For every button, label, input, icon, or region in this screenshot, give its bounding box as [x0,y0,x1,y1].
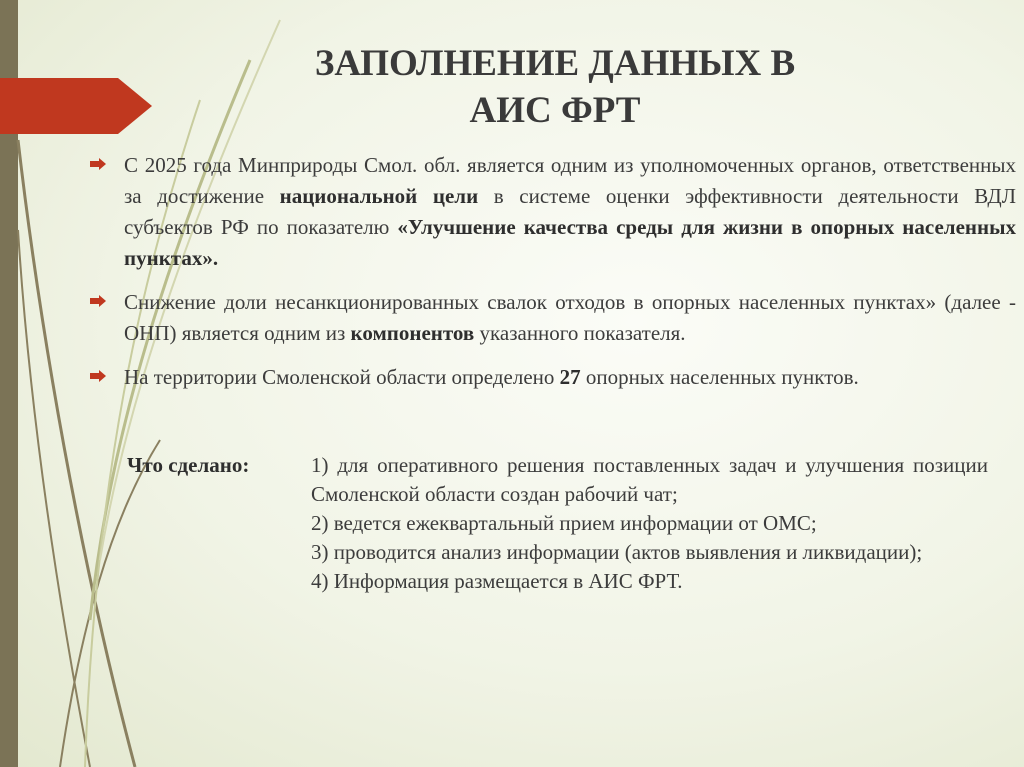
bullet-text [124,362,1016,393]
slide-title [230,40,880,134]
bold-run: «Улучшение качества среды для жизни в опорных населенных пунктах». [124,215,1017,270]
text-run: На территории Смоленской области определено [124,365,560,389]
bullet-item [90,362,1016,393]
text-run: Снижение доли несанкционированных свалок отходов в опорных населенных пунктах» (далее - ОНП) является одним из [124,290,1016,345]
bullet-item [90,287,1016,349]
bullet-text [124,287,1016,349]
bullet-item [90,150,1016,274]
bold-run: компонентов [350,321,475,345]
text-run: опорных населенных пунктов. [580,365,859,389]
done-item: 3) проводится анализ информации (актов выявления и ликвидации); [311,540,923,564]
title-line-1: ЗАПОЛНЕНИЕ ДАННЫХ В [314,43,796,84]
arrow-bullet-icon [90,370,106,382]
bullet-list [90,150,1016,406]
text-run: С 2025 года Минприроды Смол. обл. является одним из уполномоченных органов, ответственных за достижение [124,153,1016,208]
done-item: 1) для оперативного решения поставленных задач и улучшения позиции Смоленской области создан рабочий чат; [311,453,988,506]
title-line-2: АИС ФРТ [469,90,641,131]
done-item: 2) ведется ежеквартальный прием информации от ОМС; [311,511,817,535]
arrow-bullet-icon [90,295,106,307]
done-label: Что сделано: [127,453,250,477]
text-run: в системе оценки эффективности деятельности ВДЛ субъектов РФ по показателю [124,184,1016,239]
done-list [311,451,988,596]
bold-run: национальной цели [279,184,479,208]
arrow-bullet-icon [90,158,106,170]
done-item: 4) Информация размещается в АИС ФРТ. [311,569,683,593]
text-run: указанного показателя. [474,321,686,345]
bold-run: 27 [559,365,581,389]
bullet-text [124,150,1016,274]
